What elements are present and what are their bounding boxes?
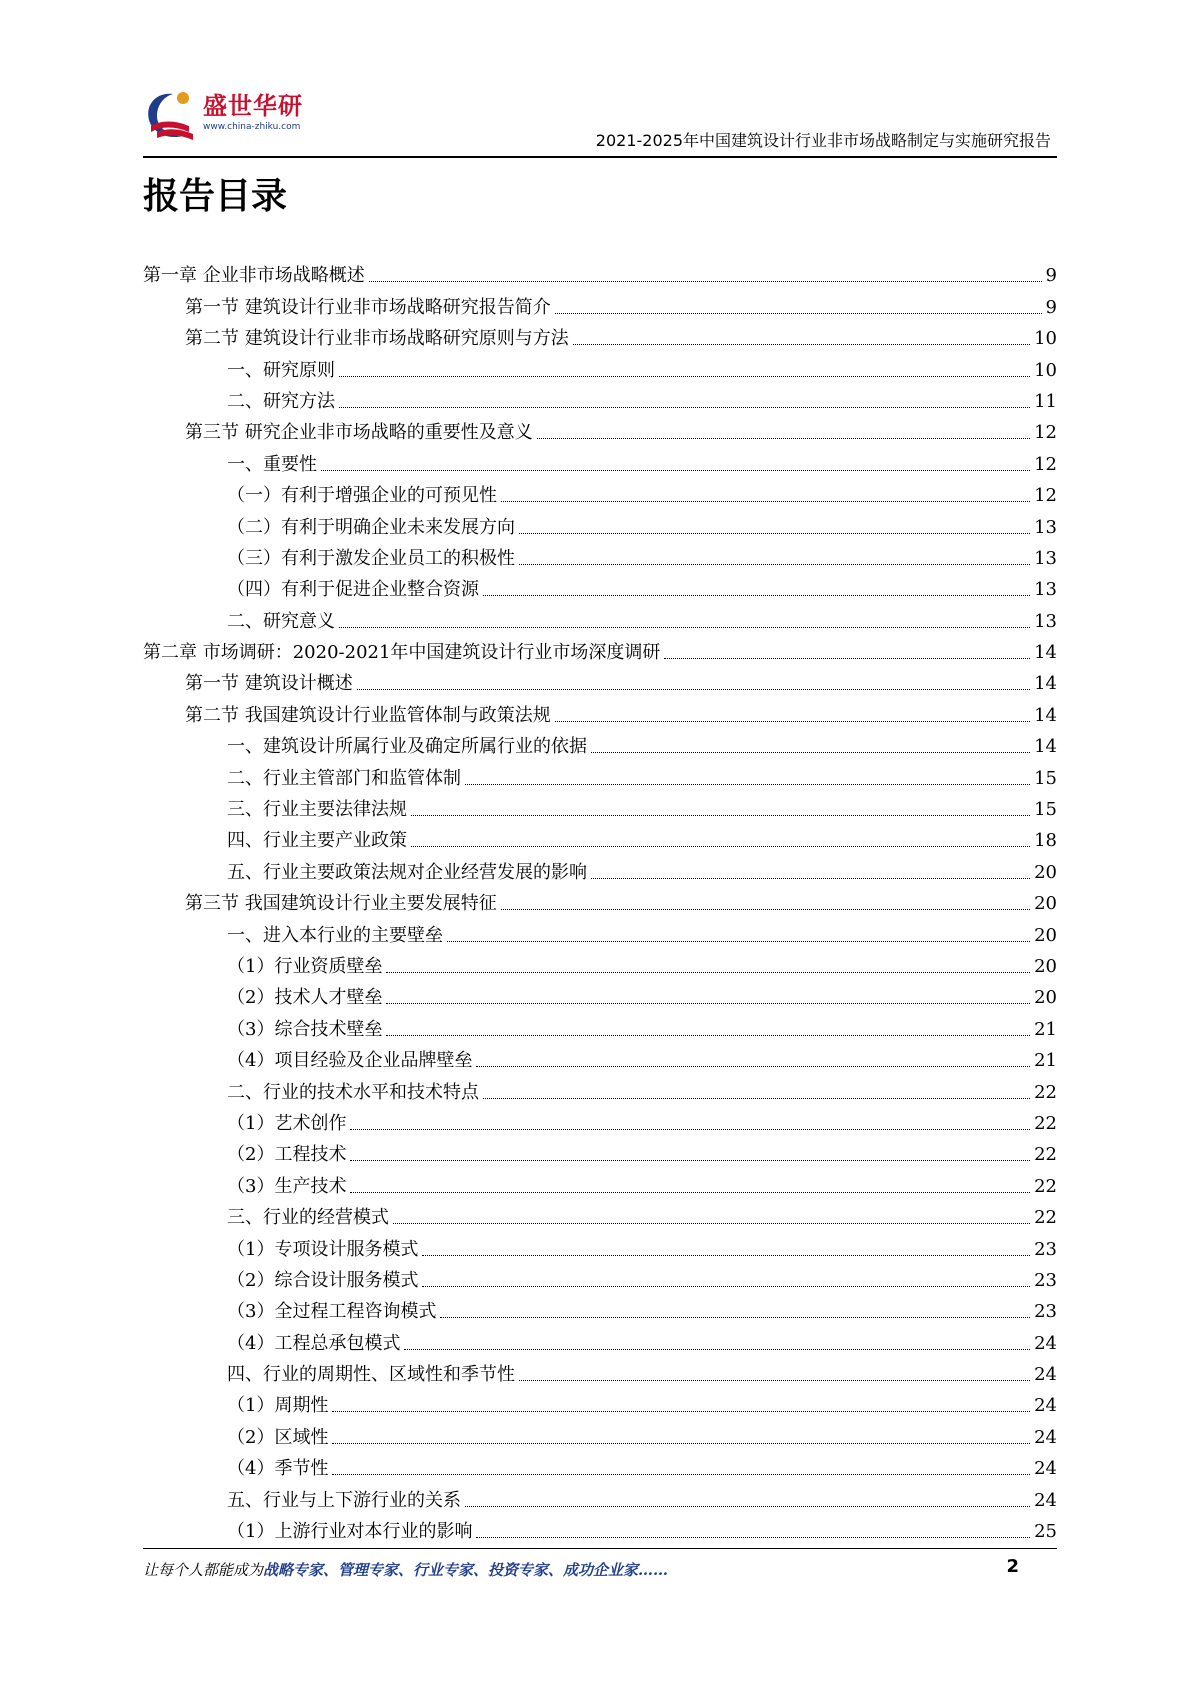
header-divider [143, 156, 1057, 158]
toc-entry-page: 20 [1034, 924, 1057, 946]
toc-entry-page: 22 [1034, 1112, 1057, 1134]
toc-dot-leader [483, 595, 1030, 596]
toc-entry-label: （三）有利于激发企业员工的积极性 [227, 547, 515, 569]
logo-url: www.china-zhiku.com [203, 122, 301, 132]
toc-dot-leader [591, 752, 1030, 753]
toc-entry-label: 第三节 研究企业非市场战略的重要性及意义 [185, 422, 533, 444]
footer-slogan [143, 1559, 668, 1580]
toc-entry[interactable] [143, 854, 1057, 885]
toc-entry-label: 一、研究原则 [227, 359, 335, 381]
toc-entry[interactable] [143, 949, 1057, 980]
toc-entry[interactable] [143, 603, 1057, 634]
footer-divider [143, 1548, 1057, 1549]
toc-entry-page: 24 [1034, 1458, 1057, 1480]
toc-dot-leader [357, 689, 1030, 690]
toc-entry-page: 11 [1034, 390, 1057, 412]
toc-dot-leader [339, 376, 1030, 377]
toc-dot-leader [447, 941, 1030, 942]
toc-entry[interactable] [143, 541, 1057, 572]
toc-entry-label: 三、行业主要法律法规 [227, 799, 407, 821]
toc-entry-page: 12 [1034, 485, 1057, 507]
toc-entry-label: 一、重要性 [227, 453, 317, 475]
toc-entry[interactable] [143, 886, 1057, 917]
toc-entry[interactable] [143, 697, 1057, 728]
toc-entry-page: 10 [1034, 328, 1057, 350]
toc-entry[interactable] [143, 1357, 1057, 1388]
toc-entry-page: 24 [1034, 1426, 1057, 1448]
toc-entry-label: 一、进入本行业的主要壁垒 [227, 924, 443, 946]
toc-entry[interactable] [143, 1388, 1057, 1419]
toc-dot-leader [422, 1255, 1030, 1256]
toc-dot-leader [519, 564, 1030, 565]
toc-dot-leader [501, 501, 1030, 502]
toc-entry-page: 10 [1034, 359, 1057, 381]
toc-entry-label: 第一节 建筑设计概述 [185, 673, 353, 695]
table-of-contents [143, 258, 1057, 1545]
page-title: 报告目录 [143, 176, 288, 217]
toc-entry[interactable] [143, 1263, 1057, 1294]
toc-entry-page: 13 [1034, 516, 1057, 538]
toc-dot-leader [440, 1317, 1030, 1318]
toc-dot-leader [573, 344, 1030, 345]
toc-entry-label: 五、行业主要政策法规对企业经营发展的影响 [227, 861, 587, 883]
toc-entry[interactable] [143, 1451, 1057, 1482]
toc-entry-page: 14 [1034, 673, 1057, 695]
toc-dot-leader [386, 972, 1030, 973]
toc-entry-page: 12 [1034, 422, 1057, 444]
toc-entry[interactable] [143, 321, 1057, 352]
toc-dot-leader [422, 1286, 1030, 1287]
toc-dot-leader [555, 721, 1030, 722]
toc-entry-label: （1）上游行业对本行业的影响 [227, 1521, 473, 1543]
toc-entry-label: 第一节 建筑设计行业非市场战略研究报告简介 [185, 296, 551, 318]
toc-dot-leader [411, 815, 1030, 816]
toc-entry[interactable] [143, 635, 1057, 666]
toc-entry[interactable] [143, 1482, 1057, 1513]
toc-entry-label: 第二节 我国建筑设计行业监管体制与政策法规 [185, 704, 551, 726]
toc-entry-label: 二、研究方法 [227, 390, 335, 412]
toc-dot-leader [386, 1035, 1030, 1036]
toc-entry[interactable] [143, 446, 1057, 477]
toc-entry-page: 13 [1034, 610, 1057, 632]
toc-dot-leader [664, 658, 1030, 659]
toc-entry-page: 14 [1034, 704, 1057, 726]
toc-entry-label: 五、行业与上下游行业的关系 [227, 1489, 461, 1511]
toc-entry-page: 20 [1034, 861, 1057, 883]
toc-dot-leader [350, 1129, 1030, 1130]
toc-entry-label: （2）综合设计服务模式 [227, 1269, 419, 1291]
toc-dot-leader [465, 784, 1030, 785]
toc-entry-label: （1）专项设计服务模式 [227, 1238, 419, 1260]
toc-dot-leader [591, 878, 1030, 879]
toc-entry-label: （4）工程总承包模式 [227, 1332, 401, 1354]
toc-entry[interactable] [143, 666, 1057, 697]
toc-entry-page: 18 [1034, 830, 1057, 852]
toc-dot-leader [350, 1160, 1030, 1161]
toc-entry-page: 24 [1034, 1489, 1057, 1511]
toc-dot-leader [369, 281, 1042, 282]
logo-emblem-icon [143, 86, 203, 148]
toc-entry-page: 9 [1045, 296, 1057, 318]
toc-entry[interactable] [143, 415, 1057, 446]
toc-entry[interactable] [143, 917, 1057, 948]
toc-entry-page: 14 [1034, 736, 1057, 758]
toc-entry-label: （1）周期性 [227, 1395, 329, 1417]
toc-entry-page: 12 [1034, 453, 1057, 475]
toc-entry[interactable] [143, 352, 1057, 383]
toc-entry-page: 21 [1034, 1050, 1057, 1072]
slogan-accent: 战略专家、管理专家、行业专家、投资专家、成功企业家…… [263, 1561, 669, 1579]
toc-entry-label: 一、建筑设计所属行业及确定所属行业的依据 [227, 736, 587, 758]
toc-dot-leader [537, 438, 1030, 439]
toc-entry-page: 13 [1034, 579, 1057, 601]
toc-entry-page: 22 [1034, 1144, 1057, 1166]
toc-dot-leader [483, 1098, 1030, 1099]
toc-entry-page: 15 [1034, 767, 1057, 789]
toc-entry[interactable] [143, 1419, 1057, 1450]
toc-entry-label: 二、行业主管部门和监管体制 [227, 767, 461, 789]
toc-entry-label: （4）季节性 [227, 1458, 329, 1480]
toc-entry-label: （3）全过程工程咨询模式 [227, 1301, 437, 1323]
toc-entry-page: 20 [1034, 955, 1057, 977]
toc-entry[interactable] [143, 760, 1057, 791]
toc-entry[interactable] [143, 572, 1057, 603]
toc-dot-leader [332, 1411, 1030, 1412]
toc-entry[interactable] [143, 792, 1057, 823]
toc-entry-label: （一）有利于增强企业的可预见性 [227, 485, 497, 507]
toc-dot-leader [519, 533, 1030, 534]
toc-dot-leader [321, 470, 1030, 471]
toc-dot-leader [411, 846, 1030, 847]
toc-entry[interactable] [143, 1514, 1057, 1545]
toc-dot-leader [350, 1192, 1030, 1193]
toc-entry-label: （4）项目经验及企业品牌壁垒 [227, 1050, 473, 1072]
toc-dot-leader [332, 1474, 1030, 1475]
toc-entry[interactable] [143, 980, 1057, 1011]
toc-entry-page: 23 [1034, 1238, 1057, 1260]
toc-entry[interactable] [143, 1325, 1057, 1356]
toc-entry[interactable] [143, 1043, 1057, 1074]
toc-entry[interactable] [143, 729, 1057, 760]
toc-entry[interactable] [143, 1231, 1057, 1262]
company-logo [143, 86, 318, 148]
slogan-prefix: 让每个人都能成为 [143, 1561, 264, 1579]
toc-entry-page: 25 [1034, 1521, 1057, 1543]
toc-entry-label: （3）综合技术壁垒 [227, 1018, 383, 1040]
toc-entry-page: 24 [1034, 1364, 1057, 1386]
toc-entry-page: 22 [1034, 1081, 1057, 1103]
toc-entry-label: 三、行业的经营模式 [227, 1207, 389, 1229]
toc-entry[interactable] [143, 1137, 1057, 1168]
toc-entry-label: 第二节 建筑设计行业非市场战略研究原则与方法 [185, 328, 569, 350]
toc-entry-label: （1）艺术创作 [227, 1112, 347, 1134]
page-number: 2 [1006, 1556, 1019, 1577]
toc-entry-label: （2）技术人才壁垒 [227, 987, 383, 1009]
toc-entry-page: 22 [1034, 1175, 1057, 1197]
toc-entry-page: 15 [1034, 799, 1057, 821]
toc-entry-label: （二）有利于明确企业未来发展方向 [227, 516, 515, 538]
toc-entry-label: （1）行业资质壁垒 [227, 955, 383, 977]
toc-dot-leader [393, 1223, 1030, 1224]
toc-entry[interactable] [143, 478, 1057, 509]
toc-entry-page: 24 [1034, 1332, 1057, 1354]
toc-entry-page: 21 [1034, 1018, 1057, 1040]
toc-entry-page: 13 [1034, 547, 1057, 569]
toc-entry-label: 二、研究意义 [227, 610, 335, 632]
toc-entry[interactable] [143, 1011, 1057, 1042]
toc-entry[interactable] [143, 289, 1057, 320]
toc-entry-label: 第三节 我国建筑设计行业主要发展特征 [185, 893, 497, 915]
toc-entry-page: 20 [1034, 987, 1057, 1009]
page-header [0, 0, 1191, 160]
toc-entry[interactable] [143, 1168, 1057, 1199]
toc-entry[interactable] [143, 823, 1057, 854]
toc-entry[interactable] [143, 1106, 1057, 1137]
toc-dot-leader [404, 1349, 1030, 1350]
toc-entry-label: （2）区域性 [227, 1426, 329, 1448]
toc-entry[interactable] [143, 258, 1057, 289]
toc-entry-label: 第一章 企业非市场战略概述 [143, 265, 365, 287]
toc-entry-page: 14 [1034, 642, 1057, 664]
toc-dot-leader [501, 909, 1030, 910]
toc-dot-leader [519, 1380, 1030, 1381]
toc-entry-page: 20 [1034, 893, 1057, 915]
toc-entry[interactable] [143, 1074, 1057, 1105]
toc-entry-label: 四、行业的周期性、区域性和季节性 [227, 1364, 515, 1386]
toc-dot-leader [332, 1443, 1030, 1444]
toc-entry-page: 23 [1034, 1269, 1057, 1291]
toc-entry[interactable] [143, 1200, 1057, 1231]
toc-entry-page: 9 [1045, 265, 1057, 287]
toc-dot-leader [476, 1537, 1030, 1538]
toc-dot-leader [555, 313, 1042, 314]
toc-entry[interactable] [143, 1294, 1057, 1325]
toc-entry[interactable] [143, 384, 1057, 415]
toc-dot-leader [339, 627, 1030, 628]
toc-entry-page: 22 [1034, 1207, 1057, 1229]
toc-entry-label: （四）有利于促进企业整合资源 [227, 579, 479, 601]
toc-dot-leader [465, 1506, 1030, 1507]
toc-dot-leader [339, 407, 1030, 408]
toc-entry-label: （2）工程技术 [227, 1144, 347, 1166]
toc-entry-page: 23 [1034, 1301, 1057, 1323]
toc-dot-leader [476, 1066, 1030, 1067]
toc-entry-label: 二、行业的技术水平和技术特点 [227, 1081, 479, 1103]
toc-entry-label: 四、行业主要产业政策 [227, 830, 407, 852]
toc-entry[interactable] [143, 509, 1057, 540]
toc-dot-leader [386, 1003, 1030, 1004]
toc-entry-label: 第二章 市场调研：2020-2021年中国建筑设计行业市场深度调研 [143, 642, 661, 664]
toc-entry-label: （3）生产技术 [227, 1175, 347, 1197]
logo-wordmark: 盛世华研 [203, 92, 303, 120]
report-title: 2021-2025年中国建筑设计行业非市场战略制定与实施研究报告 [595, 131, 1051, 150]
toc-entry-page: 24 [1034, 1395, 1057, 1417]
